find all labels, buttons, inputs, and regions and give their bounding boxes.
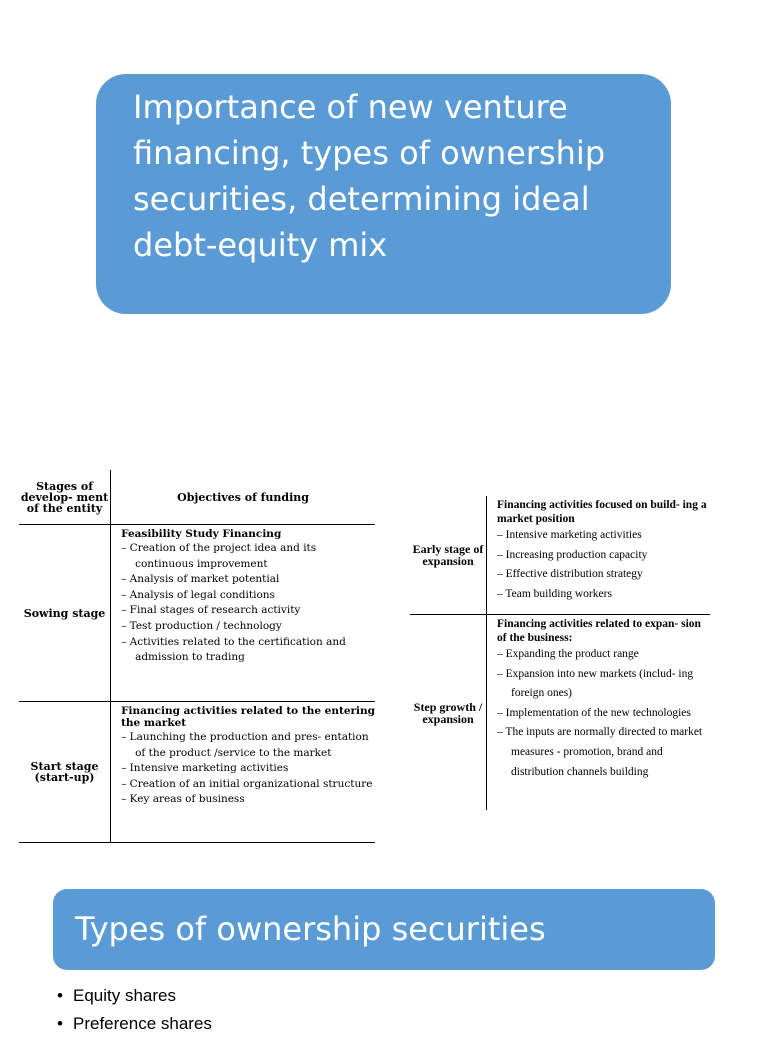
stage-label: Early stage of expansion (412, 542, 484, 568)
table-row (19, 525, 375, 702)
slide-title: Importance of new venture financing, types of ownership securities, determining ideal debt-equity mix (133, 88, 606, 264)
stage-label: Start stage (start-up) (30, 760, 99, 784)
list-item: – Effective distribution strategy (497, 565, 710, 585)
table-row (410, 496, 710, 615)
section-heading-box (53, 889, 715, 970)
header-objectives: Objectives of funding (177, 490, 309, 504)
row-title: Feasibility Study Financing (121, 528, 282, 540)
list-item: – The inputs are normally directed to market measures - promotion, brand and distribution channels building (497, 723, 710, 782)
row-title: Financing activities related to expan- sion of the business: (497, 618, 701, 644)
list-item: – Expanding the product range (497, 645, 710, 665)
header-stages: Stages of develop- ment of the entity (20, 479, 109, 515)
list-item: – Expansion into new markets (includ- ing foreign ones) (497, 665, 710, 704)
list-item (57, 1010, 212, 1038)
expansion-financing-table (410, 496, 710, 810)
list-item (57, 982, 212, 1010)
bullet-icon: • (57, 986, 63, 1005)
list-item: – Analysis of legal conditions (121, 588, 375, 604)
list-item: – Creation of the project idea and its continuous improvement (121, 541, 375, 572)
bullet-list (57, 982, 212, 1038)
stage-label: Step growth / expansion (413, 699, 483, 726)
list-item: – Creation of an initial organizational structure (121, 777, 375, 793)
list-item: – Increasing production capacity (497, 546, 710, 566)
slide-title-box (96, 74, 671, 314)
row-title: Financing activities focused on build- ing a market position (497, 499, 707, 525)
list-item: – Key areas of business (121, 792, 375, 808)
bullet-text: Equity shares (73, 986, 176, 1005)
funding-objectives-table (19, 470, 375, 843)
list-item: – Analysis of market potential (121, 572, 375, 588)
list-item: – Intensive marketing activities (121, 761, 375, 777)
list-item: – Test production / technology (121, 619, 375, 635)
list-item: – Final stages of research activity (121, 603, 375, 619)
stage-label: Sowing stage (23, 606, 106, 620)
row-title: Financing activities related to the entering the market (121, 705, 376, 729)
list-item: – Intensive marketing activities (497, 526, 710, 546)
bullet-text: Preference shares (73, 1014, 212, 1033)
table-row (19, 702, 375, 843)
list-item: – Team building workers (497, 585, 710, 605)
list-item: – Activities related to the certification and admission to trading (121, 635, 375, 666)
bullet-icon: • (57, 1014, 63, 1033)
list-item: – Implementation of the new technologies (497, 704, 710, 724)
section-heading: Types of ownership securities (75, 910, 546, 948)
table-row (410, 615, 710, 811)
list-item: – Launching the production and pres- entation of the product /service to the market (121, 730, 375, 761)
